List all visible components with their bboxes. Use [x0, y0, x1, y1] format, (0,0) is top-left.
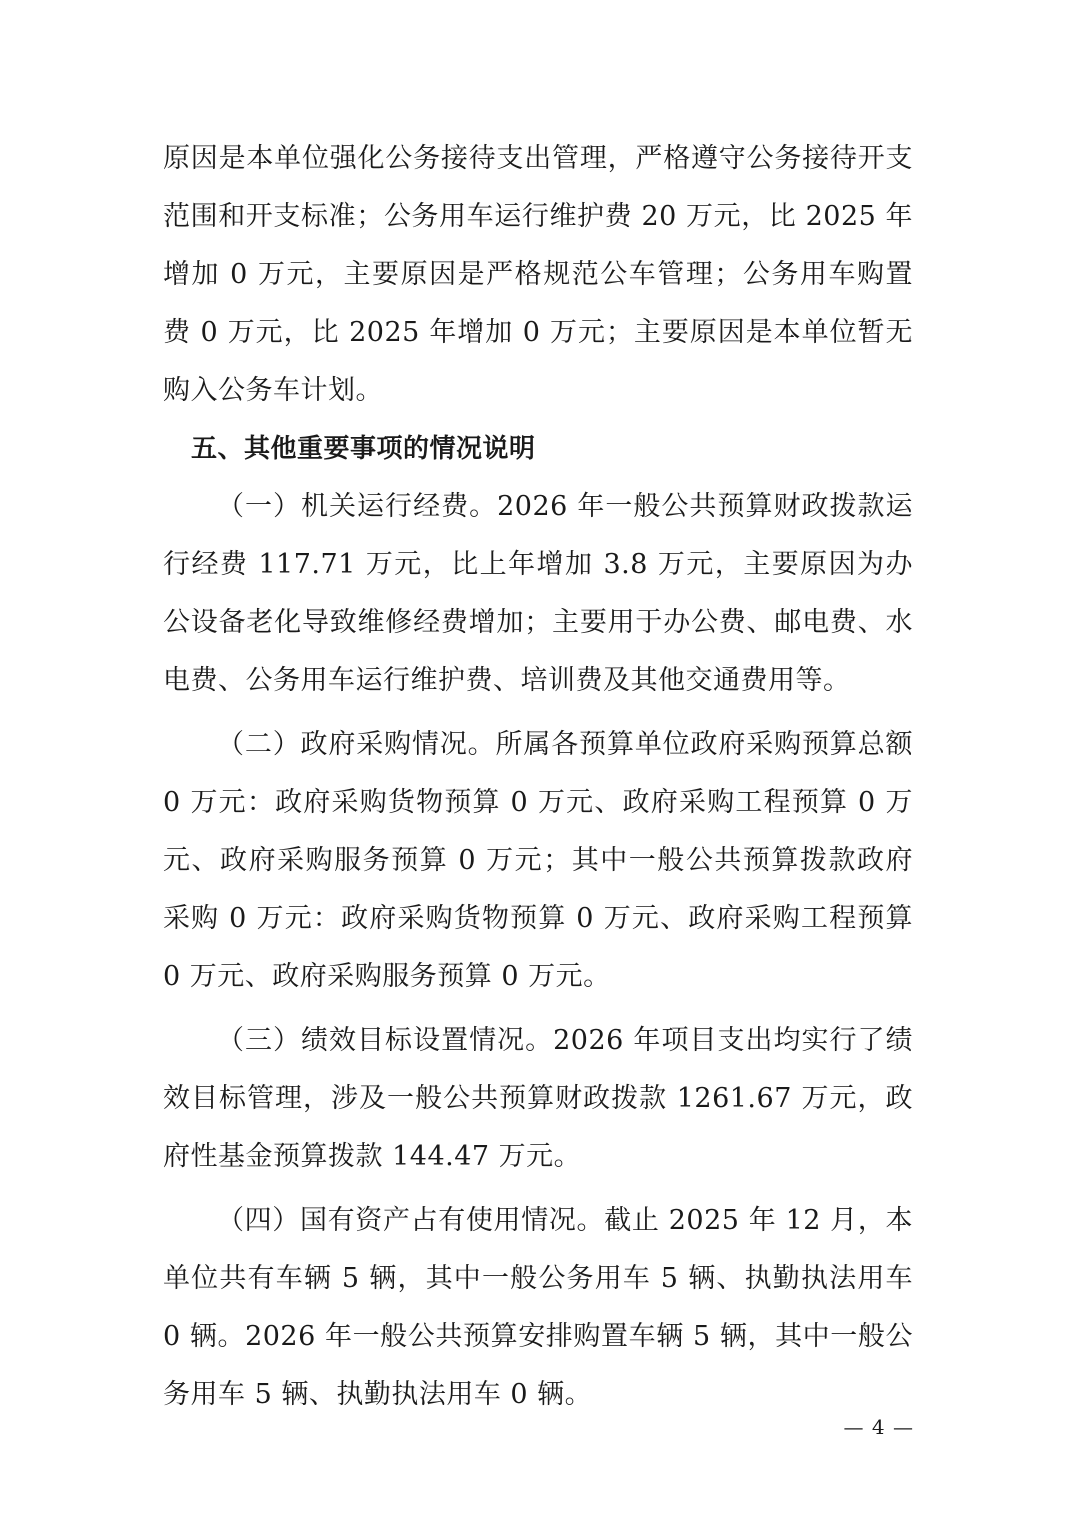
- paragraph-item-1: [163, 478, 913, 710]
- item-2-text: 所属各预算单位政府采购预算总额 0 万元：政府采购货物预算 0 万元、政府采购工程预算 0 万元、政府采购服务预算 0 万元；其中一般公共预算拨款政府采购 0 万元：政府采购货物预算 0 万元、政府采购工程预算 0 万元、政府采购服务预算 0 万元。: [163, 729, 914, 992]
- paragraph-item-4: [163, 1192, 913, 1424]
- item-3-label: （三）绩效目标设置情况。: [217, 1025, 554, 1056]
- paragraph-continuation: 原因是本单位强化公务接待支出管理，严格遵守公务接待开支范围和开支标准；公务用车运行维护费 20 万元，比 2025 年增加 0 万元，主要原因是严格规范公车管理；公务用车购置费 0 万元，比 2025 年增加 0 万元；主要原因是本单位暂无购入公务车计划。: [163, 143, 913, 406]
- paragraph-item-2: [163, 716, 913, 1006]
- paragraph-item-3: [163, 1012, 913, 1186]
- item-1-text: 2026 年一般公共预算财政拨款运行经费 117.71 万元，比上年增加 3.8 万元，主要原因为办公设备老化导致维修经费增加；主要用于办公费、邮电费、水电费、公务用车运行维护费、培训费及其他交通费用等。: [163, 491, 913, 696]
- item-2-label: （二）政府采购情况。: [217, 729, 496, 760]
- section-heading: 五、其他重要事项的情况说明: [191, 434, 536, 464]
- item-4-label: （四）国有资产占有使用情况。: [217, 1205, 605, 1236]
- item-3-text: 2026 年项目支出均实行了绩效目标管理，涉及一般公共预算财政拨款 1261.67 万元，政府性基金预算拨款 144.47 万元。: [163, 1025, 914, 1172]
- page-number: — 4 —: [843, 1415, 914, 1439]
- document-body: [163, 130, 913, 1424]
- item-1-label: （一）机关运行经费。: [217, 491, 498, 522]
- item-4-text: 截止 2025 年 12 月，本单位共有车辆 5 辆，其中一般公务用车 5 辆、执勤执法用车 0 辆。2026 年一般公共预算安排购置车辆 5 辆，其中一般公务用车 5 辆、执勤执法用车 0 辆。: [163, 1205, 913, 1410]
